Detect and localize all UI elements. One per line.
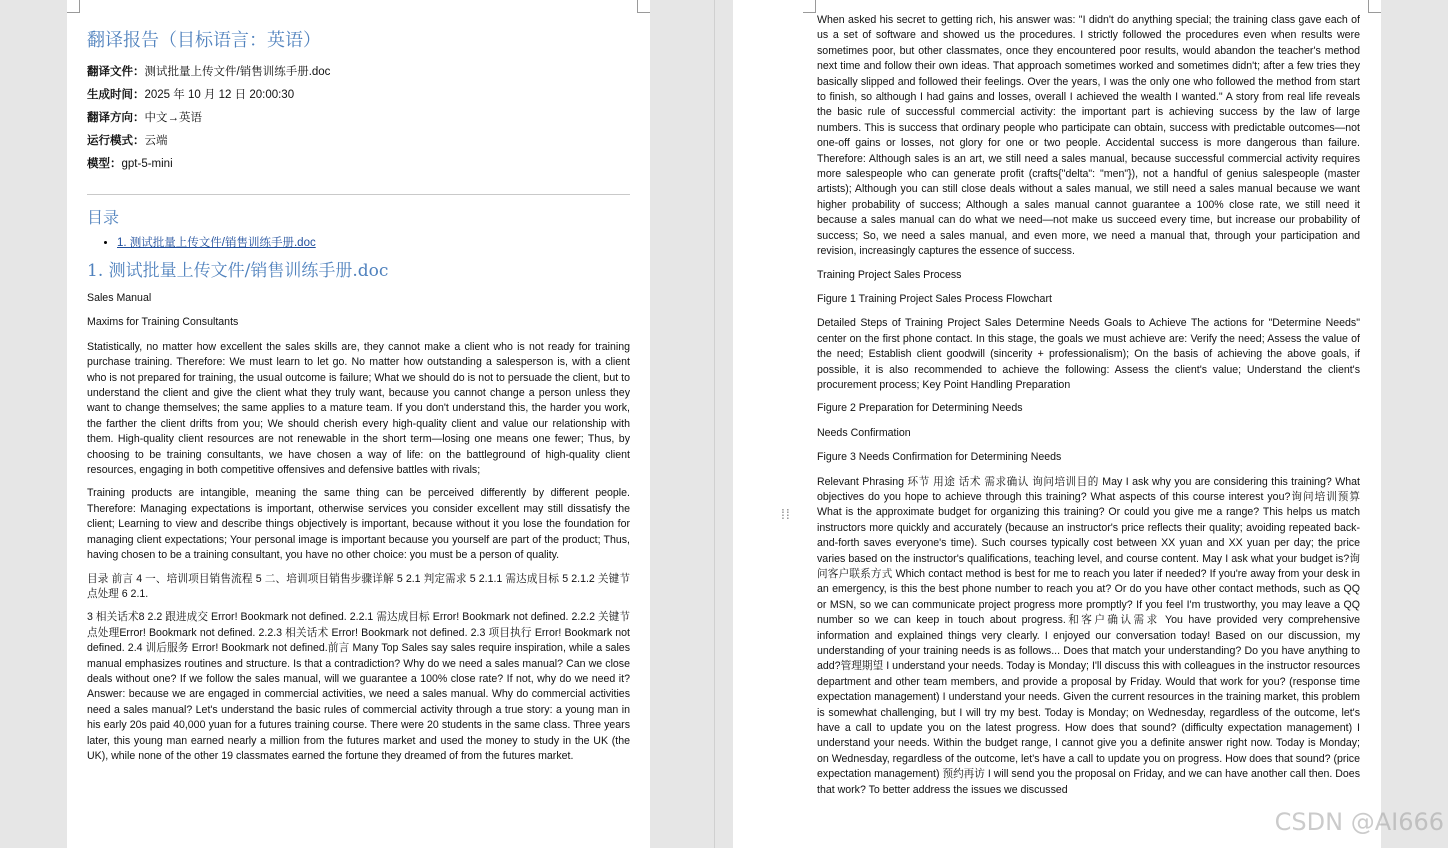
meta-mode: 运行模式：云端 xyxy=(87,135,168,147)
report-meta xyxy=(87,61,630,176)
toc-list xyxy=(87,234,630,252)
meta-direction: 翻译方向：中文→英语 xyxy=(87,112,202,124)
figure-caption: Figure 2 Preparation for Determining Needs xyxy=(817,402,1023,415)
meta-time: 生成时间：2025 年 10 月 12 日 20:00:30 xyxy=(87,89,295,101)
report-title: 翻译报告（目标语言：英语） xyxy=(87,30,321,51)
split-divider[interactable] xyxy=(714,0,715,848)
toc-title: 目录 xyxy=(87,210,120,227)
toc-link[interactable]: 1. 测试批量上传文件/销售训练手册.doc xyxy=(117,237,316,249)
meta-model: 模型：gpt-5-mini xyxy=(87,158,173,170)
figure-caption: Figure 1 Training Project Sales Process Flowchart xyxy=(817,292,1052,305)
paragraph: 3 相关话术8 2.2 跟进成交 Error! Bookmark not defined. 2.2.1 需达成目标 Error! Bookmark not defined. 2.2.2 关键节点处理Error! Bookmark not defined. 2.2.3 相关话术 Error! Bookmark not defined. 2.3 项目执行 Error! Bookmark not defined. 2.4 训后服务 Error! Bookmark not defined.前言 Many Top Sales say sales require inspiration, while a sales manual emphasizes routines and structure. Is that a contradiction? Why do we need a sales manual? Can we close deals without one? If we follow the sales manual, will we guarantee a 100% close rate? If not, why do we need it? Answer: because we are engaged in commercial activities, we need a sales manual. Why do commercial activities need a sales manual? Let's understand the basic rules of commercial activity through a true story: a young man in his early 20s paid 40,000 yuan for a futures training course. There were 20 students in the same class. Three years later, this young man earned nearly a million from the futures market and used the money to study in the UK (the UK), while none of the other 19 classmates earned the fortune they dreamed of from the futures market. xyxy=(87,611,630,762)
document-page-right xyxy=(733,0,1381,848)
paragraph: Relevant Phrasing 环节 用途 话术 需求确认 询问培训目的 May I ask why you are considering this training? What objectives do you hope to achieve through this training? What aspects of this course interest you?询问培训预算 What is the approximate budget for organizing this training? Or could you give me a range? This helps us match instructors more quickly and accurately (because an instructor's price reflects their quality; avoiding repeated back-and-forth saves everyone's time). Such courses typically cost between XX yuan and XX yuan per day; the price varies based on the instructor's qualifications, teaching level, and course content. May I ask what your budget is?询问客户联系方式 Which contact method is best for me to reach you later if needed? If you're away from your desk in an emergency, is this the best phone number to reach you at? Or do you have other contact methods, such as QQ or MSN, so we can communicate project progress more promptly? If you feel I'm trustworthy, you may leave a QQ number so we can keep in touch about progress.和客户确认需求 You have provided very comprehensive information and explained things very clearly. I enjoyed our conversation today! Based on our discussion, my understanding of your training needs is as follows... Does that match your understanding? Do you have anything to add?管理期望 I understand your needs. Today is Monday; I'll discuss this with colleagues in the instructor resources department and other team members, and provide a proposal by Friday. Would that work for you? (response time expectation management) I understand your needs. Given the current resources in the training market, this problem is somewhat challenging, but I will try my best. Today is Monday; on Wednesday, regardless of the outcome, let's have a call to update you on the latest progress. How does that sound? (difficulty expectation management) I understand your needs. Within the budget range, I cannot give you a definite answer right now. Today is Monday; on Wednesday, regardless of the outcome, let's have a call to update you on progress. How does that sound? (price expectation management) 预约再访 I will send you the proposal on Friday, and we can have another call then. Does that work? To better address the issues we discussed xyxy=(817,475,1360,796)
paragraph: Training Project Sales Process xyxy=(817,268,962,281)
meta-file: 翻译文件：测试批量上传文件/销售训练手册.doc xyxy=(87,66,331,78)
document-page-left xyxy=(67,0,650,848)
page-gap xyxy=(650,0,733,848)
paragraph: 目录 前言 4 一、培训项目销售流程 5 二、培训项目销售步骤详解 5 2.1 判定需求 5 2.1.1 需达成目标 5 2.1.2 关键节点处理 6 2.1. xyxy=(87,572,630,600)
section-title: 1. 测试批量上传文件/销售训练手册.doc xyxy=(87,261,389,281)
paragraph: When asked his secret to getting rich, his answer was: "I didn't do anything special; the training class gave each of us a set of software and showed us the procedures. I strictly followed the procedures even when results were sometimes poor, but other classmates, once they encountered poor results, would abandon the teacher's method next time and follow their own ideas. That approach sometimes worked and sometimes didn't; after a few tries they basically slipped and followed their feelings. Over the years, I was the only one who followed the method from start to finish, so although I had gains and losses, overall I achieved the wealth I wanted." A story from real life reveals the basic rule of successful commercial activity: the important part is achieving success by the law of large numbers. This is success that ordinary people who participate can obtain, success with predictable outcomes—not one-off gains or losses, not glory for one or two people. Accidental success is more dangerous than failure. Therefore: Although sales is an art, we still need a sales manual, because successful commercial activity requires more salespeople who can generate profit (crafts{"delta": "men"}), not a handful of genius salespeople (master artists); Although you can still close deals without a sales manual, we still need a sales manual because we want higher probability of success; Although a sales manual cannot guarantee a 100% close rate, we still need it because a sales manual can do what we need—not make us succeed every time, but increase our probability of success; So, we need a sales manual, and even more, we need a manual that, through your participation and revision, increasingly captures the essence of success. xyxy=(817,14,1360,258)
watermark: CSDN @AI666 xyxy=(1274,808,1444,836)
paragraph: Statistically, no matter how excellent the sales skills are, they cannot make a client who is not ready for training purchase training. Therefore: We must learn to let go. No matter how outstanding a salesperson is, with a client who is not prepared for training, the usual outcome is failure; What we should do is not to persuade the client, but to understand the client and give the client what they truly want, because you cannot change a person unless they want to change themselves; the same applies to a mature team. If you don't understand this, the harder you work, the farther the client drifts from you; We should cherish every high-quality client and value our relationship with them. High-quality client resources are not renewable in the short term—losing one means one fewer; Thus, by choosing to be training consultants, we have chosen a way of life: on the battleground of high-quality client resources, engaging in both competitive offensives and defensive battles with rivals; xyxy=(87,340,630,477)
paragraph: Training products are intangible, meaning the same thing can be perceived differently by different people. Therefore: Managing expectations is important, otherwise services you consider excellent may still dissatisfy the client; Learning to view and describe things objectively is important, because without it you lose the foundation for managing client expectations; Your personal image is important because you yourself are part of the product; Thus, having chosen to be a training consultant, you have no other choice: you must be a person of quality. xyxy=(87,487,630,562)
toc-item xyxy=(117,234,630,252)
paragraph: Sales Manual xyxy=(87,292,152,304)
paragraph: Needs Confirmation xyxy=(817,426,911,439)
table-move-handle-icon[interactable]: ⁞⁞ xyxy=(781,506,791,522)
paragraph: Detailed Steps of Training Project Sales Determine Needs Goals to Achieve The actions for "Determine Needs" center on the first phone contact. In this stage, the goals we must achieve are: Verify the need; Assess the value of the need; Establish client goodwill (sincerity + professionalism); On the basis of achieving the above goals, if possible, it is also recommended to achieve the following: Assess the client's value; Understand the client's procurement process; Key Point Handling Preparation xyxy=(817,317,1360,391)
page-corner-mark xyxy=(1368,0,1381,13)
page-corner-mark xyxy=(67,0,80,13)
page-corner-mark xyxy=(803,0,816,13)
page-corner-mark xyxy=(637,0,650,13)
paragraph: Maxims for Training Consultants xyxy=(87,316,239,329)
divider xyxy=(87,194,630,195)
figure-caption: Figure 3 Needs Confirmation for Determining Needs xyxy=(817,451,1062,464)
